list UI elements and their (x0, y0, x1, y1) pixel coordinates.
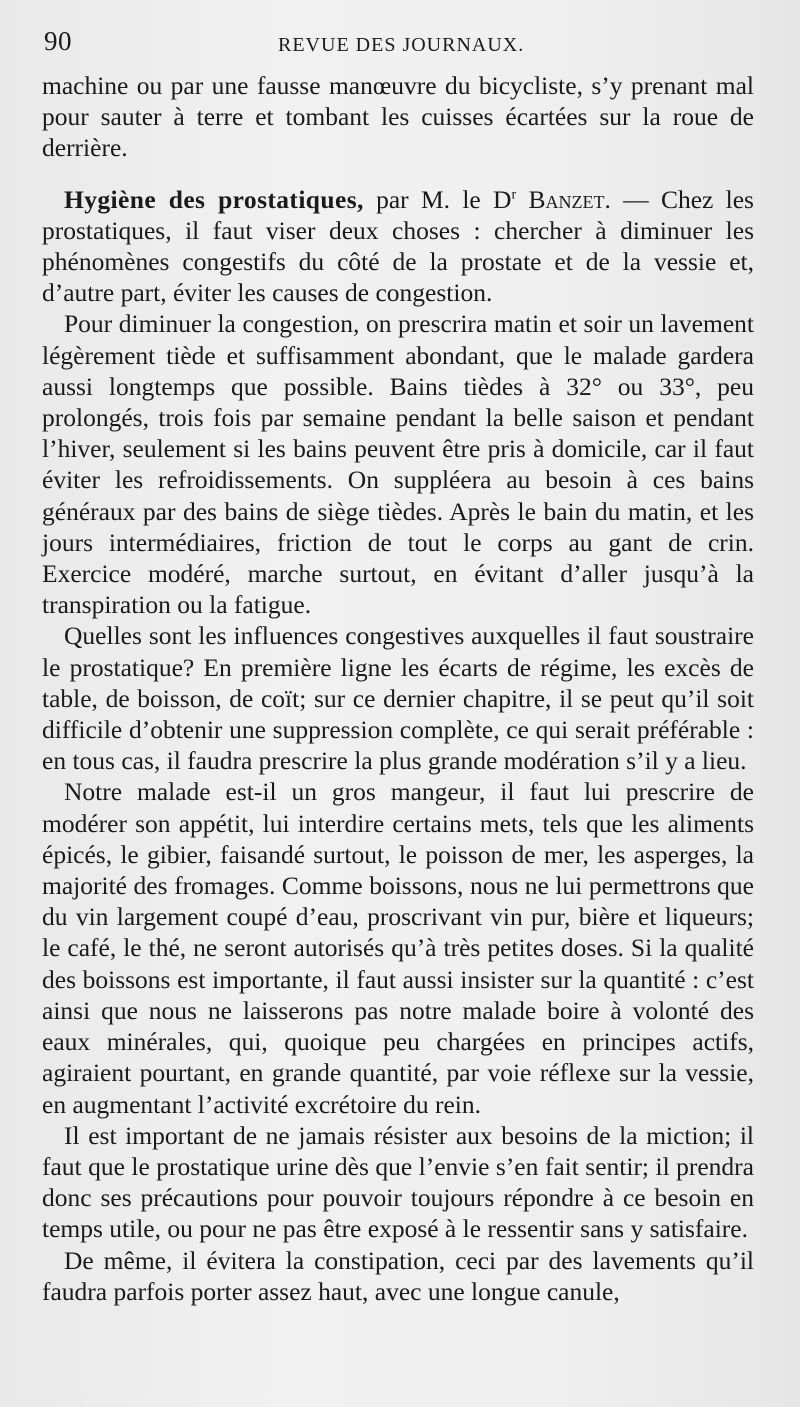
paragraph-continued: machine ou par une fausse manœuvre du bicycliste, s’y prenant mal pour sauter à terre et tombant les cuisses écartées sur la roue de derrière. (42, 71, 754, 163)
page-number: 90 (44, 26, 72, 56)
article-author: Banzet. (528, 184, 611, 214)
article-byline-prefix: par M. le D (376, 184, 512, 214)
article-intro-text: — Chez les prostatiques, il faut viser deux choses : chercher à diminuer les phénomènes congestifs du côté de la prostate et de la vessie et, d’autre part, éviter les causes de congestion. (42, 184, 754, 308)
paragraph-diet: Notre malade est-il un gros mangeur, il faut lui prescrire de modérer son appétit, lui interdire certains mets, tels que les aliments épicés, le gibier, faisandé surtout, le poisson de mer, les asperges, la majorité des fromages. Comme boissons, nous ne lui permettrons que du vin largement coupé d’eau, proscrivant vin pur, bière et liqueurs; le café, le thé, ne seront autorisés qu’à très petites doses. Si la qualité des boissons est importante, il faut aussi insister sur la quantité : c’est ainsi que nous ne laisserons pas notre malade boire à volonté des eaux minérales, qui, quoique peu chargées en principes actifs, agiraient pourtant, en grande quantité, par voie réflexe sur la vessie, en augmentant l’activité excrétoire du rein. (42, 777, 754, 1119)
article-title: Hygiène des prostatiques, (64, 184, 364, 214)
paragraph-miction: Il est important de ne jamais résister aux besoins de la miction; il faut que le prostatique urine dès que l’envie s’en fait sentir; il prendra donc ses précautions pour pouvoir toujours répondre à ce besoin en temps utile, ou pour ne pas être exposé à le ressentir sans y satisfaire. (42, 1120, 754, 1244)
article-heading-paragraph (42, 184, 754, 309)
running-head (42, 26, 754, 60)
article-byline-sup: r (511, 187, 517, 203)
paragraph-constipation: De même, il évitera la constipation, ceci par des lavements qu’il faudra parfois porter assez haut, avec une longue canule, (42, 1245, 754, 1306)
article-body (42, 70, 754, 1307)
paragraph-influences: Quelles sont les influences congestives auxquelles il faut soustraire le prostatique? En première ligne les écarts de régime, les excès de table, de boisson, de coït; sur ce dernier chapitre, il se peut qu’il soit difficile d’obtenir une suppression complète, ce qui serait préférable : en tous cas, il faudra prescrire la plus grande modération s’il y a lieu. (42, 621, 754, 776)
running-title: REVUE DES JOURNAUX. (278, 34, 525, 56)
paragraph-congestion: Pour diminuer la congestion, on prescrira matin et soir un lavement légèrement tiède et suffisamment abondant, que le malade gardera aussi longtemps que possible. Bains tièdes à 32° ou 33°, peu prolongés, trois fois par semaine pendant la belle saison et pendant l’hiver, seulement si les bains peuvent être pris à domicile, car il faut éviter les refroidissements. On suppléera au besoin à ces bains généraux par des bains de siège tièdes. Après le bain du matin, et les jours intermédiaires, friction de tout le corps au gant de crin. Exercice modéré, marche surtout, en évitant d’aller jusqu’à la transpiration ou la fatigue. (42, 309, 754, 620)
